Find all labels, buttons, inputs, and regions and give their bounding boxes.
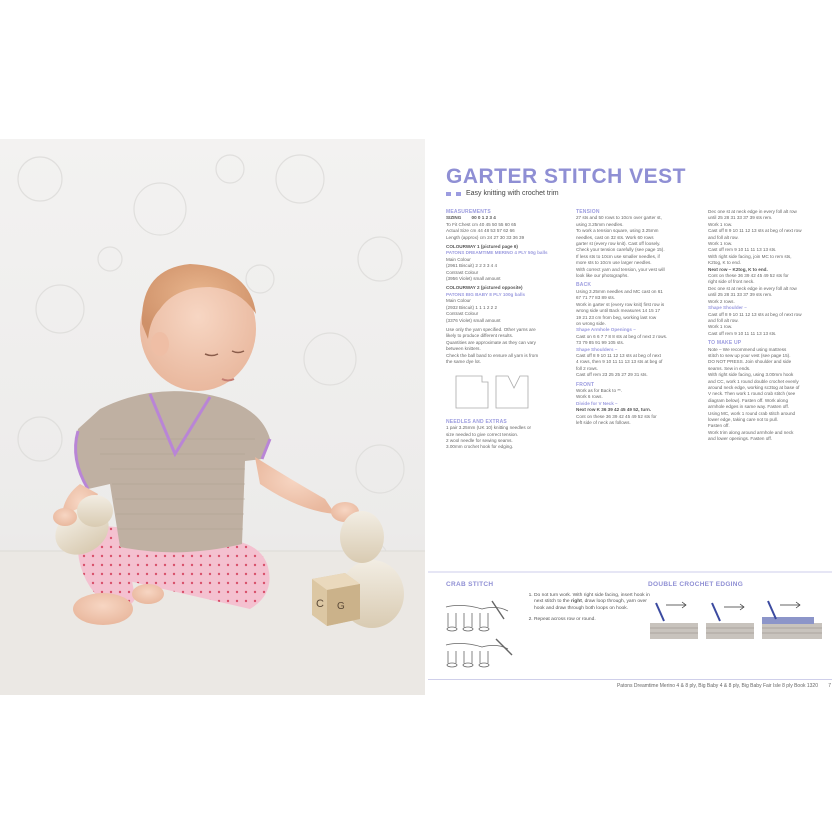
crab-stitch-heading: CRAB STITCH [446, 581, 494, 588]
needles-heading: NEEDLES AND EXTRAS [446, 418, 507, 425]
crab-stitch-diagram [442, 597, 516, 669]
text-line: foll 2 rows. [576, 365, 598, 371]
text-line: and lower openings. Fasten off. [708, 436, 773, 442]
text-line: Cast off 8 9 10 11 12 13 sts at beg of next [576, 352, 661, 358]
needles-item: 2 wool needle for sewing seams. [446, 437, 513, 443]
text-line: Work 1 row. [708, 221, 733, 227]
text-line: With correct yarn and tension, your vest will [576, 266, 665, 272]
size-row: Length (approx) cm 24 27 30 33 36 39 [446, 234, 525, 240]
size-row: Actual Size cm 44 48 53 57 62 66 [446, 228, 515, 234]
text-line: Cast off rem 9 10 11 11 13 13 sts. [708, 247, 777, 253]
colour-label: Contrast Colour [446, 269, 479, 275]
text-line: look like our photographs. [576, 273, 629, 279]
text-line: Work 1 row. [708, 324, 733, 330]
text-line: 19 21 23 cm from beg, working last row [576, 314, 657, 320]
column-finishing [708, 209, 828, 443]
baby-right-arm [255, 457, 335, 514]
text-line: Cont on these 36 39 42 45 49 52 sts for [576, 413, 657, 419]
text-line: Using 3.25mm needles and MC cast on 61 [576, 288, 663, 294]
colour-row: (2932 Biscuit) 1 1 1 2 2 2 [446, 304, 498, 310]
text-line: Dec one st at neck edge in every foll alt row [708, 285, 797, 291]
text-line: Cast off rem 9 10 11 11 13 13 sts. [708, 330, 777, 336]
text-line: Next row – K2tog, K to end. [708, 266, 768, 272]
pattern-subtitle [446, 190, 559, 197]
block-letter-g: G [337, 601, 345, 612]
text-line: lower edge, taking care not to pull. [708, 417, 778, 422]
yarn-note: Check the ball band to ensure all yarn is from [446, 352, 539, 358]
text-line: Cast off 8 9 10 11 12 13 sts at beg of next row [708, 311, 802, 317]
front-heading: FRONT [576, 381, 595, 388]
pattern-page [428, 139, 832, 695]
column-measurements [446, 209, 566, 451]
measurements-heading: MEASUREMENTS [446, 209, 491, 215]
footer-text: Patons Dreamtime Merino 4 & 8 ply, Big Baby 4 & 8 ply, Big Baby Fair Isle 8 ply Book 1320 [616, 683, 818, 689]
text-line: To work a tension square, using 3.25mm [576, 228, 659, 234]
size-row: To Fit Chest cm 40 45 50 55 60 65 [446, 221, 517, 227]
text-line: Work 2 rows. [708, 298, 735, 304]
text-line: Work 6 rows. [576, 394, 603, 400]
colour-label: Main Colour [446, 256, 471, 262]
text-line: on wrong side. [576, 320, 606, 326]
text-line: right side of front neck. [708, 279, 755, 285]
text-line: stitch to sew up your vest (see page 15). [708, 352, 791, 358]
text-line: more sts to 10cm use larger needles. [576, 260, 652, 266]
text-line: until 25 28 31 33 37 39 sts rem. [708, 215, 773, 221]
bullet-square-icon [456, 192, 461, 196]
text-line: Note – We recommend using mattress [708, 346, 787, 352]
text-line: 73 79 85 91 99 105 sts. [576, 340, 625, 346]
crab-step-2: 2. Repeat across row or round. [534, 617, 654, 623]
text-line: With right side facing, join MC to rem sts, [708, 253, 792, 259]
text-line: If less sts to 10cm use smaller needles, if [576, 253, 660, 259]
text-line: Cast off 8 9 10 11 12 13 sts at beg of next row [708, 228, 802, 234]
text-line: using 3.25mm needles. [576, 221, 624, 227]
text-line: Dec one st at neck edge in every foll alt row [708, 209, 797, 214]
text-line: Cont on these 36 39 42 45 49 52 sts for [708, 273, 789, 279]
subheading: Shape Armhole Openings – [576, 327, 636, 333]
yarn-note: Use only the yarn specified. Other yarns are [446, 326, 536, 332]
text-line: seams. Sew in ends. [708, 365, 751, 371]
baby-photo [0, 139, 425, 695]
text-line: Cast off rem 23 25 25 27 29 31 sts. [576, 372, 648, 378]
needles-item: 3.00mm crochet hook for edging. [446, 444, 514, 450]
baby-photo-illustration [0, 139, 425, 695]
subheading: Divide for V Neck – [576, 400, 618, 406]
text-line: 4 rows, then 9 10 11 11 13 13 sts at beg of [576, 359, 663, 365]
pattern-spread [0, 139, 832, 695]
text-line: armhole edges in same way. Fasten off. [708, 404, 790, 410]
colour-label: Main Colour [446, 298, 471, 304]
text-line: K2tog, K to end. [708, 260, 741, 266]
crab-stitch-steps [524, 593, 654, 629]
double-crochet-diagram [646, 595, 826, 643]
text-line: needles, cast on 32 sts. Work 60 rows [576, 234, 654, 240]
subheading: Shape Shoulders – [576, 346, 618, 352]
text-line: Work 1 row. [708, 241, 733, 247]
text-line: Fasten off. [708, 423, 730, 429]
text-line: wrong side until Back measures 14 15 17 [576, 308, 661, 314]
yarn-note: between knitters. [446, 346, 481, 352]
text-line: With right side facing, using 3.00mm hook [708, 372, 794, 378]
back-heading: BACK [576, 282, 592, 289]
column-instructions [576, 209, 696, 426]
text-line: Work trim along around armhole and neck [708, 429, 794, 435]
text-line: left side of neck as follows. [576, 420, 631, 425]
sizing-label: SIZING 00 0 1 2 3 4 [446, 215, 496, 221]
text-line: Work as for Back to **. [576, 387, 623, 393]
text-line: Check your tension carefully (see page 15). [576, 247, 665, 253]
text-line: V neck. Then work 1 round crab stitch (see [708, 391, 796, 397]
yarn-name: PATONS BIG BABY 8 PLY 100g balls [446, 291, 526, 297]
yarn-note: the same dye lot. [446, 358, 481, 364]
text-line: Work in garter st (every row knit) first row is [576, 301, 665, 307]
text-line: Next row K 36 39 42 45 49 52, turn. [576, 407, 652, 413]
needles-item: 1 pair 3.25mm (UK 10) knitting needles or [446, 425, 532, 431]
yarn-name: PATONS DREAMTIME MERINO 4 PLY 50g balls [446, 250, 548, 256]
page-number: 7 [828, 683, 831, 689]
pattern-title: GARTER STITCH VEST [446, 165, 687, 188]
colour-row: (2961 Biscuit) 2 2 3 3 4 4 [446, 263, 498, 269]
bullet-square-icon [446, 192, 451, 196]
text-line: and foll alt row. [708, 234, 739, 240]
text-line: 67 71 77 83 89 sts. [576, 295, 616, 301]
colourway-label: COLOURWAY 2 (pictured opposite) [446, 285, 523, 291]
tension-heading: TENSION [576, 209, 600, 215]
stitch-guide-band [428, 571, 832, 679]
subtitle-text: Easy knitting with crochet trim [466, 190, 559, 197]
colour-row: (3956 Violet) small amount [446, 276, 501, 282]
vest-schematic-diagram [452, 370, 532, 412]
colourway-label: COLOURWAY 1 (pictured page 6) [446, 244, 518, 250]
text-line: 27 sts and 50 rows to 10cm over garter st, [576, 215, 662, 221]
colour-row: (3376 Violet) small amount [446, 317, 501, 323]
wooden-block [312, 573, 360, 626]
yarn-note: Quantities are approximate as they can vary [446, 339, 536, 345]
double-crochet-heading: DOUBLE CROCHET EDGING [648, 581, 744, 588]
yarn-note: likely to produce different results. [446, 333, 514, 339]
text-line: DO NOT PRESS. Join shoulder and side [708, 359, 792, 365]
text-line: garter st (every row knit). Cast off loosely. [576, 241, 661, 247]
page-footer [428, 679, 832, 692]
text-line: diagram below). Fasten off. Work along [708, 397, 789, 403]
text-line: and CC, work 1 round double crochet evenly [708, 378, 799, 384]
make-up-heading: TO MAKE UP [708, 340, 742, 347]
baby-foot [73, 593, 133, 625]
text-line: around neck edge, working sc3tog at base of [708, 384, 800, 390]
needles-item: size needed to give correct tension. [446, 431, 519, 437]
subheading: Shape Shoulder – [708, 305, 747, 311]
text-line: until 25 28 31 33 37 39 sts rem. [708, 292, 773, 298]
colour-label: Contrast Colour [446, 311, 479, 317]
text-line: and foll alt row. [708, 317, 739, 323]
block-letter-c: C [316, 598, 324, 610]
text-line: Cast on 6 6 7 7 8 8 sts at beg of next 2 rows. [576, 333, 668, 339]
crab-step-1: 1. Do not turn work. With right side facing, insert hook in next stitch to the right, draw loop through, yarn over hook and draw through both loops on hook. [534, 593, 654, 612]
text-line: Using MC, work 1 round crab stitch around [708, 410, 796, 416]
